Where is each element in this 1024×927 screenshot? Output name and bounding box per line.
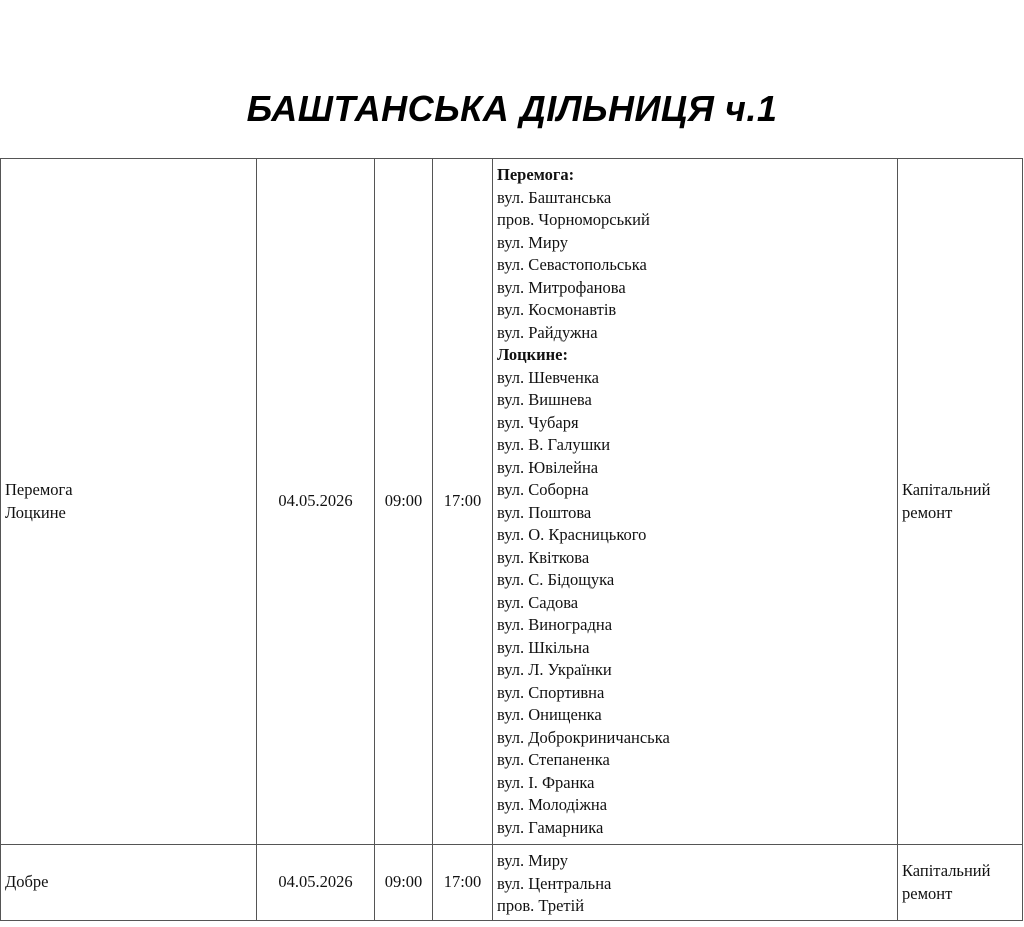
village-heading: Лоцкине:: [497, 345, 568, 364]
work-type-line: Капітальний: [902, 861, 991, 880]
street-name: пров. Чорноморський: [497, 210, 650, 229]
street-name: вул. О. Красницького: [497, 525, 647, 544]
village-heading: Перемога:: [497, 165, 575, 184]
settlement-name: Перемога: [5, 480, 73, 499]
street-name: вул. Л. Українки: [497, 660, 612, 679]
work-type-cell: [898, 159, 1023, 845]
street-name: вул. Квіткова: [497, 547, 590, 567]
street-name: вул. Онищенка: [497, 705, 602, 724]
street-name: вул. Вишнева: [497, 390, 592, 409]
street-name: пров. Третій: [497, 896, 585, 916]
street-name: вул. В. Галушки: [497, 435, 611, 454]
work-type-line: ремонт: [902, 883, 953, 903]
street-name: вул. І. Франка: [497, 772, 595, 792]
street-name: вул. Шевченка: [497, 367, 599, 387]
street-name: вул. Ювілейна: [497, 457, 599, 477]
settlements-cell: [1, 159, 257, 845]
street-name: вул. Баштанська: [497, 187, 612, 207]
street-name: вул. Чубаря: [497, 412, 579, 432]
street-name: вул. Садова: [497, 592, 579, 612]
street-name: вул. Миру: [497, 232, 569, 252]
page-title: БАШТАНСЬКА ДІЛЬНИЦЯ ч.1: [246, 88, 778, 129]
street-name: вул. Миру: [497, 851, 569, 871]
table-row: [1, 845, 1023, 921]
date-cell: 04.05.2026: [257, 845, 375, 921]
settlement-name: Лоцкине: [5, 502, 66, 522]
street-name: вул. Молодіжна: [497, 795, 608, 814]
date-cell: 04.05.2026: [257, 159, 375, 845]
streets-cell: [493, 159, 898, 845]
end-time-cell: 17:00: [433, 159, 493, 845]
work-type-cell: [898, 845, 1023, 921]
street-name: вул. Центральна: [497, 873, 612, 893]
street-name: вул. Севастопольська: [497, 255, 647, 274]
work-type-line: Капітальний: [902, 480, 991, 499]
settlement-name: Добре: [5, 872, 49, 892]
street-name: вул. Митрофанова: [497, 277, 626, 297]
street-name: вул. Космонавтів: [497, 300, 617, 319]
street-name: вул. Гамарника: [497, 817, 604, 837]
settlements-cell: [1, 845, 257, 921]
street-name: вул. Соборна: [497, 480, 589, 499]
street-name: вул. Виноградна: [497, 615, 613, 634]
outage-schedule-table: [0, 158, 1023, 921]
street-name: вул. Степаненка: [497, 750, 610, 769]
table-row: [1, 159, 1023, 845]
street-name: вул. Доброкриничанська: [497, 727, 670, 747]
end-time-cell: 17:00: [433, 845, 493, 921]
street-name: вул. Поштова: [497, 502, 592, 522]
street-name: вул. Шкільна: [497, 637, 590, 657]
start-time-cell: 09:00: [375, 845, 433, 921]
street-name: вул. С. Бідощука: [497, 570, 615, 589]
work-type-line: ремонт: [902, 502, 953, 522]
streets-cell: [493, 845, 898, 921]
street-name: вул. Спортивна: [497, 682, 605, 702]
start-time-cell: 09:00: [375, 159, 433, 845]
street-name: вул. Райдужна: [497, 322, 598, 342]
